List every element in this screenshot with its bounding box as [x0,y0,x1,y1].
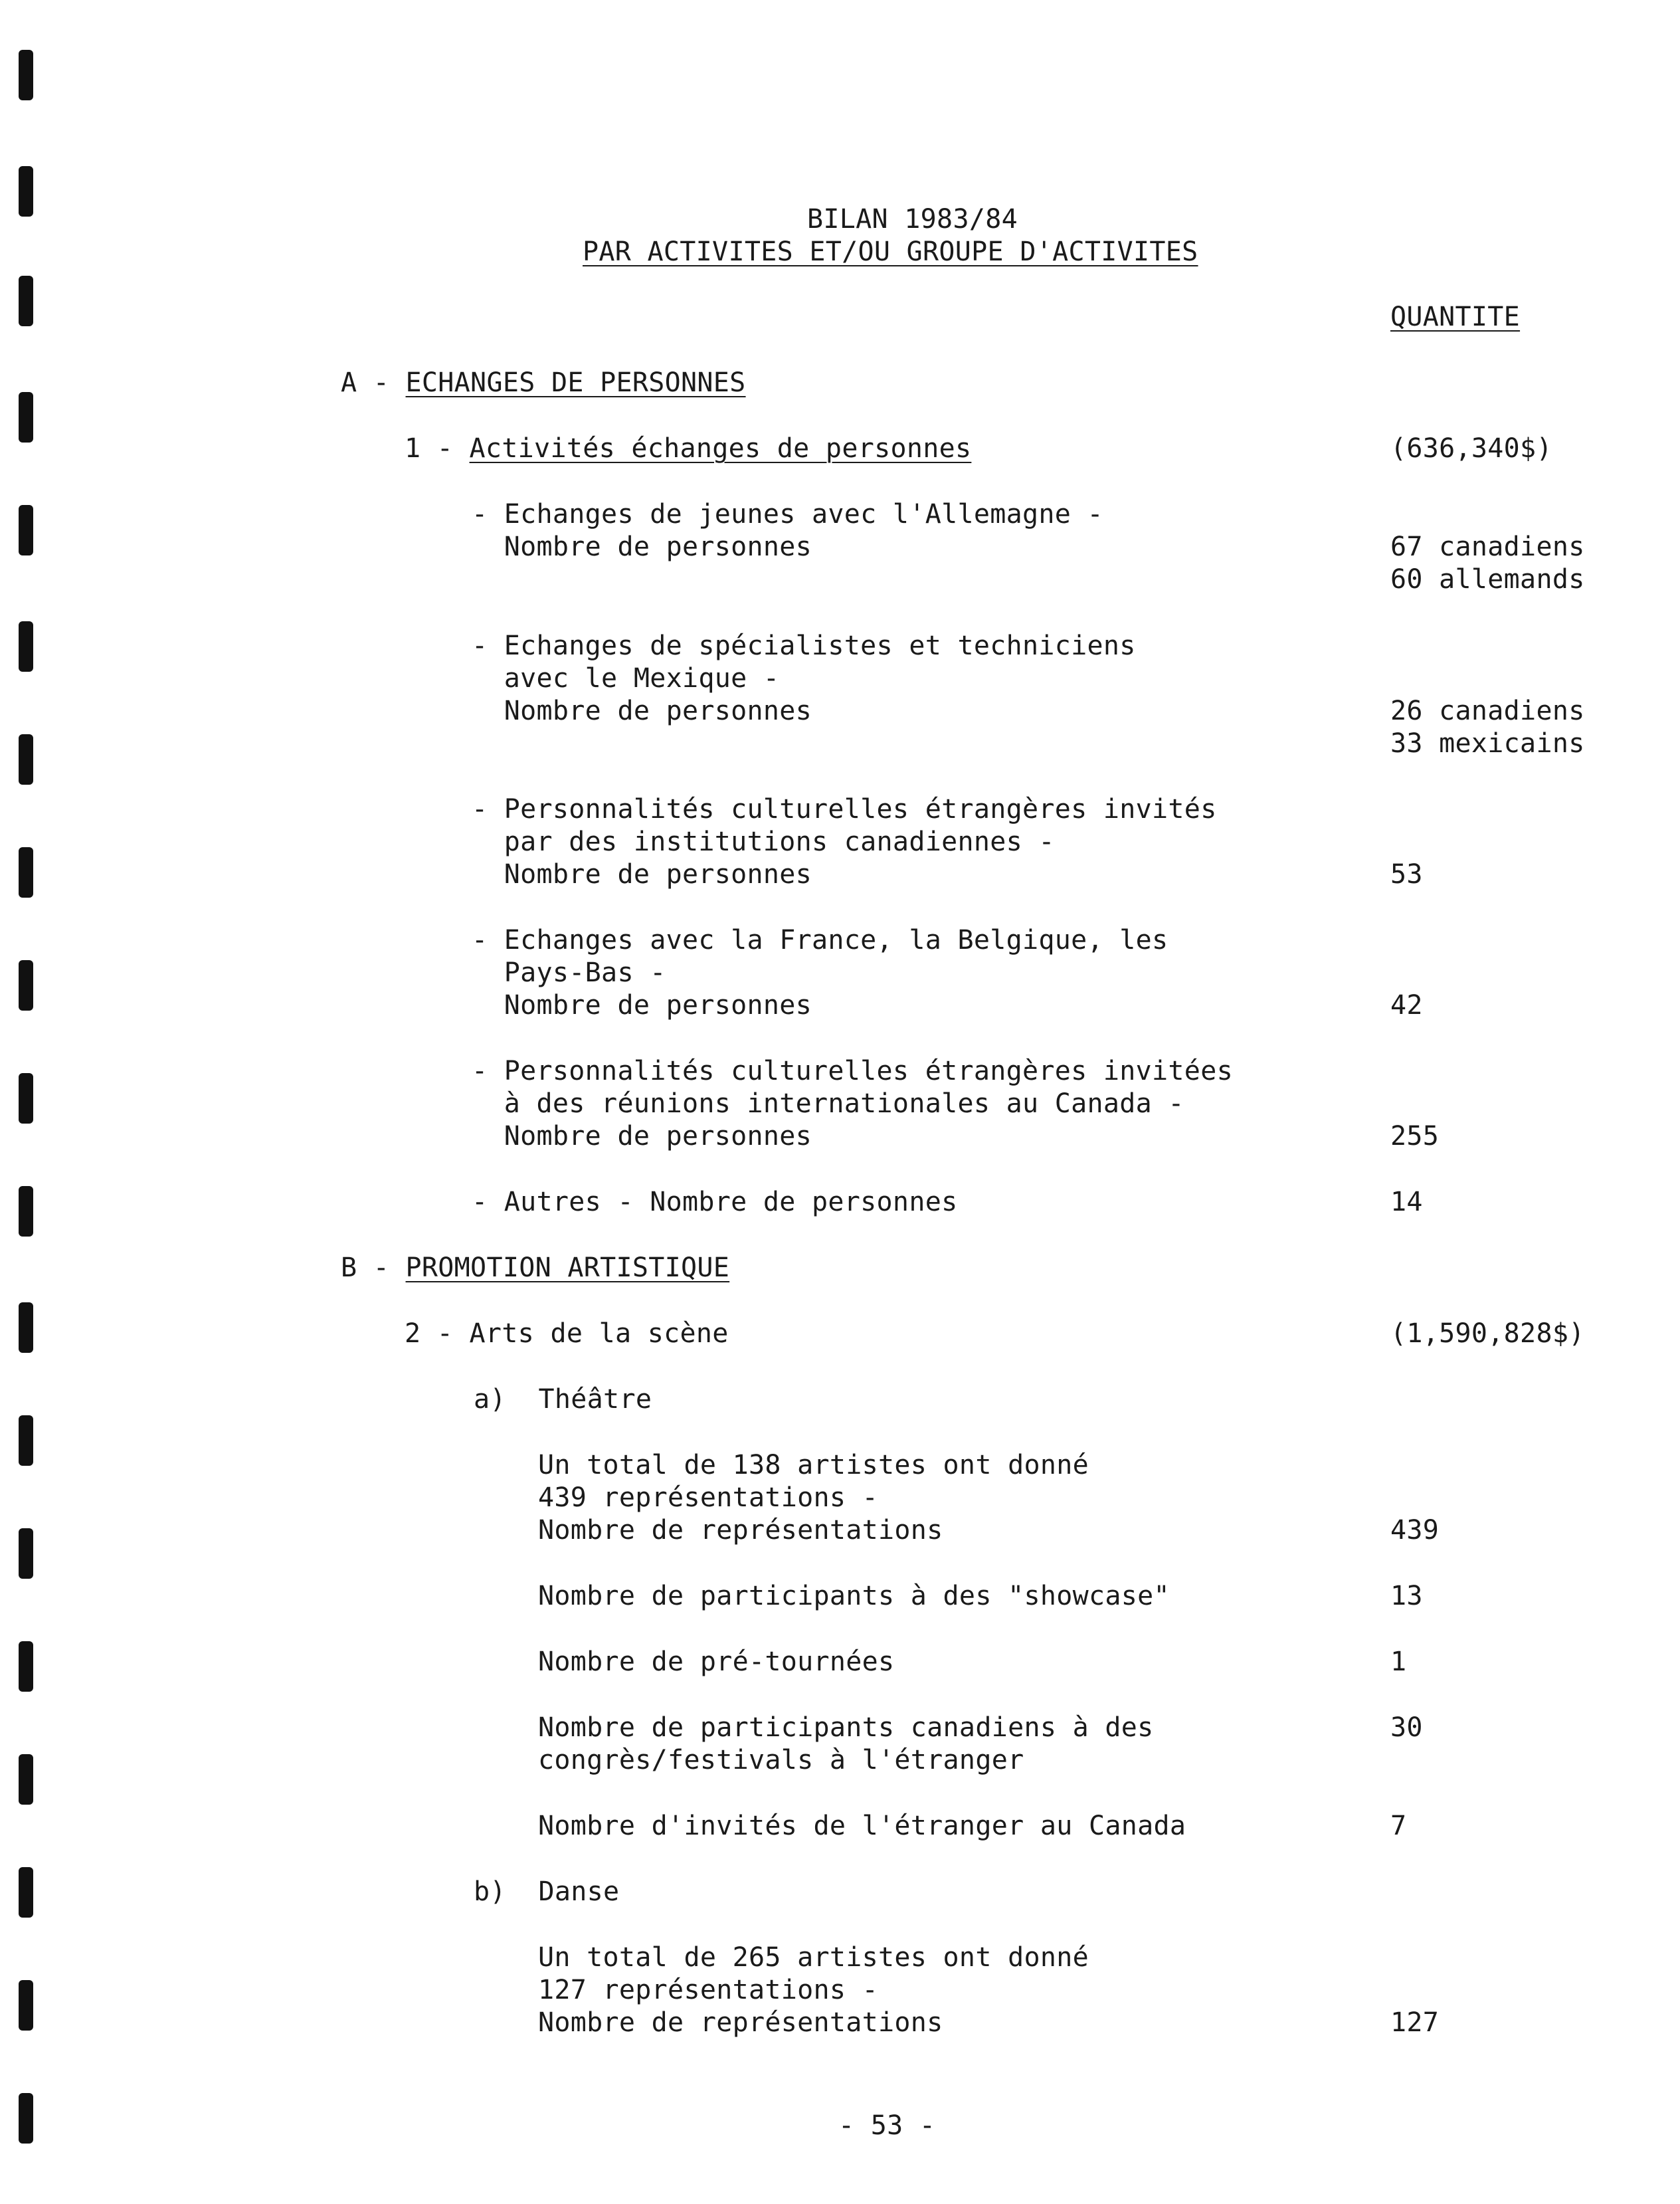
quantity-value: 7 [1390,1811,1407,1841]
list-item-line: - Autres - Nombre de personnes [472,1187,958,1217]
section-b-heading: B - PROMOTION ARTISTIQUE [341,1252,730,1283]
quantity-value: 42 [1390,990,1423,1021]
quantity-value: 1 [1390,1647,1407,1677]
binder-hole-mark [19,505,33,555]
theatre-row-line: Nombre de représentations [538,1515,943,1546]
binder-hole-mark [19,1980,33,2031]
theatre-row-line: Nombre d'invités de l'étranger au Canada [538,1811,1186,1841]
theatre-row-line: Nombre de participants à des "showcase" [538,1581,1170,1611]
theatre-row-line: 439 représentations - [538,1482,879,1513]
binder-hole-mark [19,1754,33,1805]
document-title: BILAN 1983/84 [807,204,1018,235]
quantity-value: 255 [1390,1121,1440,1152]
list-item-line: Nombre de personnes [472,532,812,562]
subsection-1-heading: 1 - Activités échanges de personnes [405,433,972,464]
theatre-row-line: Nombre de participants canadiens à des [538,1712,1154,1743]
binder-hole-mark [19,276,33,326]
binder-hole-mark [19,1186,33,1237]
list-item-line: - Echanges avec la France, la Belgique, les [472,925,1168,955]
list-item-line: avec le Mexique - [472,663,780,694]
binder-hole-mark [19,1867,33,1918]
danse-row-line: 127 représentations - [538,1975,879,2005]
binder-hole-mark [19,847,33,898]
binder-hole-mark [19,392,33,443]
danse-row-line: Nombre de représentations [538,2007,943,2038]
theatre-row-line: Nombre de pré-tournées [538,1647,895,1677]
binder-hole-mark [19,734,33,785]
list-item-line: à des réunions internationales au Canada - [472,1088,1184,1119]
quantity-value: 439 [1390,1515,1440,1546]
page-number: - 53 - [838,2110,936,2141]
danse-heading: b) Danse [474,1876,620,1907]
subsection-2-amount: (1,590,828$) [1390,1318,1585,1349]
document-subtitle: PAR ACTIVITES ET/OU GROUPE D'ACTIVITES [583,237,1198,267]
quantity-value: 53 [1390,859,1423,890]
quantity-value: 26 canadiens [1390,696,1585,726]
list-item-line: - Echanges de spécialistes et techniciens [472,631,1136,661]
list-item-line: - Echanges de jeunes avec l'Allemagne - [472,499,1103,530]
list-item-line: par des institutions canadiennes - [472,827,1055,857]
list-item-line: - Personnalités culturelles étrangères invitées [472,1056,1233,1086]
theatre-heading: a) Théâtre [474,1384,652,1415]
subsection-1-amount: (636,340$) [1390,433,1552,464]
quantity-value: 67 canadiens [1390,532,1585,562]
binder-hole-mark [19,1641,33,1692]
quantity-value: 127 [1390,2007,1440,2038]
list-item-line: - Personnalités culturelles étrangères invités [472,794,1217,825]
list-item-line: Nombre de personnes [472,990,812,1021]
binder-hole-mark [19,960,33,1011]
quantity-value: 30 [1390,1712,1423,1743]
danse-row-line: Un total de 265 artistes ont donné [538,1942,1089,1973]
binder-hole-mark [19,1528,33,1579]
list-item-line: Nombre de personnes [472,859,812,890]
binder-hole-mark [19,2093,33,2144]
quantity-value: 14 [1390,1187,1423,1217]
binder-hole-mark [19,1302,33,1353]
quantity-value: 13 [1390,1581,1423,1611]
binder-hole-mark [19,1073,33,1124]
binder-hole-mark [19,166,33,217]
list-item-line: Pays-Bas - [472,957,666,988]
quantity-column-header: QUANTITE [1390,302,1521,332]
binder-hole-mark [19,1415,33,1466]
theatre-row-line: Un total de 138 artistes ont donné [538,1450,1089,1480]
subsection-2-heading: 2 - Arts de la scène [405,1318,729,1349]
list-item-line: Nombre de personnes [472,696,812,726]
binder-hole-mark [19,621,33,672]
section-a-heading: A - ECHANGES DE PERSONNES [341,367,746,398]
quantity-value: 60 allemands [1390,564,1585,595]
quantity-value: 33 mexicains [1390,728,1585,759]
list-item-line: Nombre de personnes [472,1121,812,1152]
binder-hole-mark [19,50,33,100]
theatre-row-line: congrès/festivals à l'étranger [538,1745,1024,1775]
